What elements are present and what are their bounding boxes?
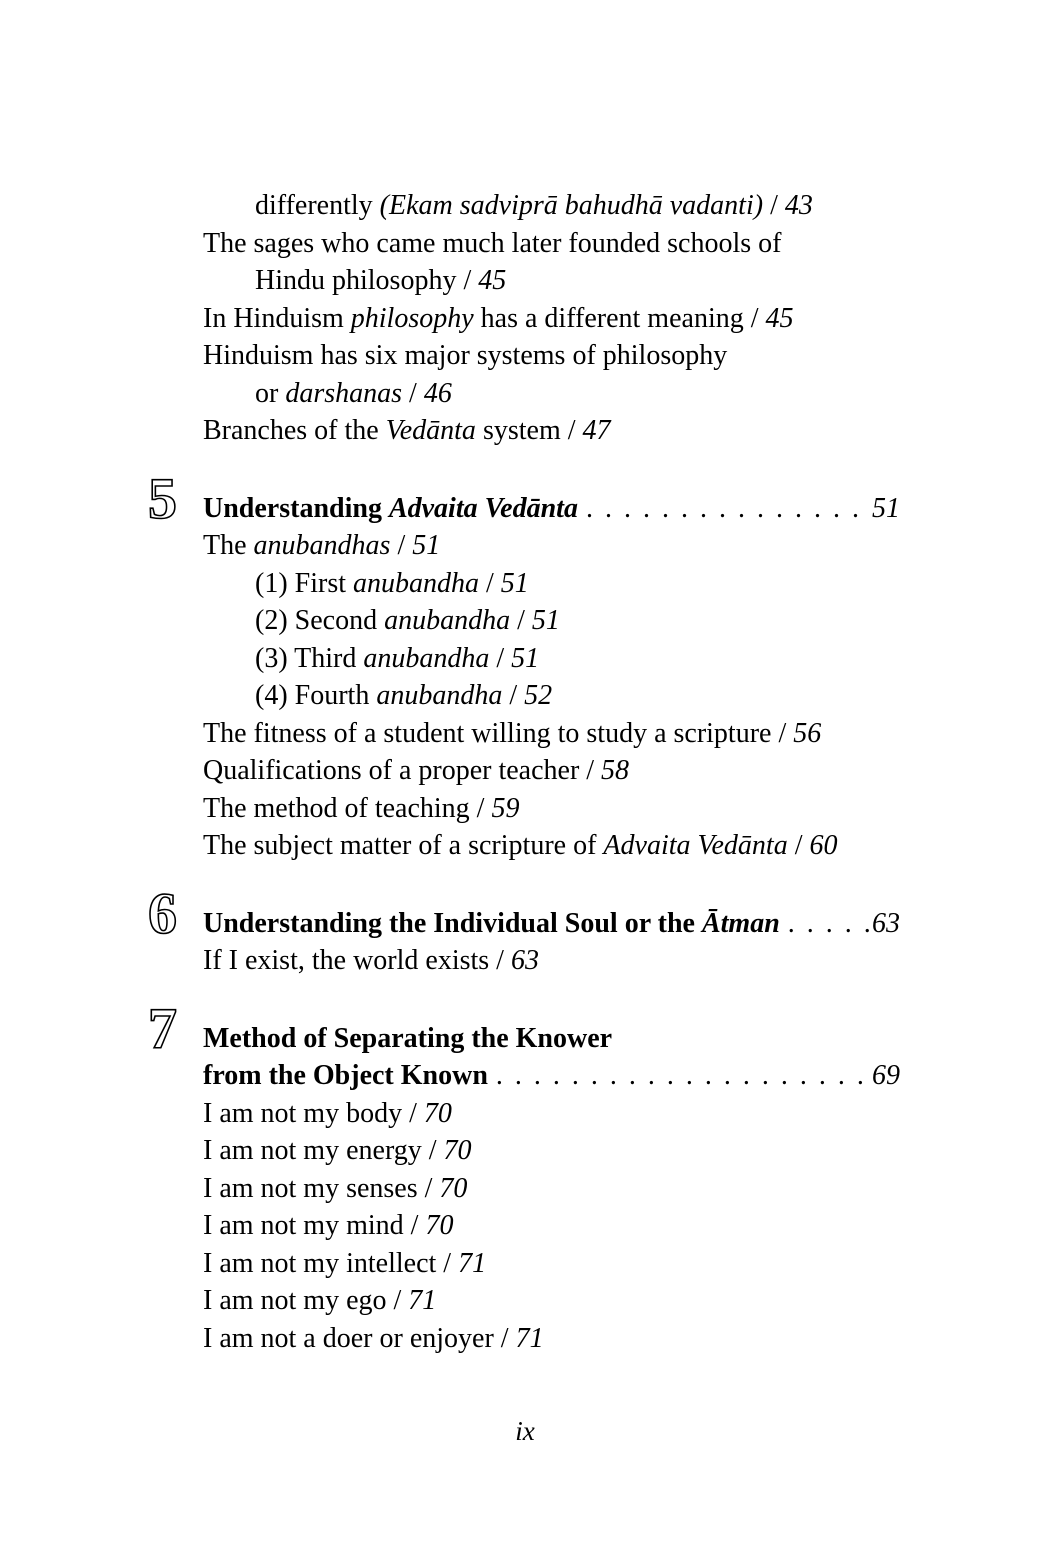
text-segment: 45 [478,265,507,296]
text-segment: Hinduism has six major systems of philosophy [203,340,728,371]
toc-line-text [203,793,519,824]
toc-line-text [203,1098,452,1129]
text-segment: / [402,377,424,409]
toc-entry [255,262,900,300]
text-segment: In Hinduism [203,302,351,334]
toc-entry [203,337,900,375]
text-segment: 45 [765,302,794,334]
toc-entry [203,1170,900,1208]
chapter-number-6-ornament [146,886,192,946]
toc-chapter-title [148,885,900,946]
text-segment: Ātman [701,907,780,939]
text-segment: (4) Fourth [255,680,377,711]
text-segment: Qualifications of a proper teacher / [203,755,602,786]
toc-line-text [203,303,794,334]
text-segment: anubandha [353,567,479,599]
toc-chapter-title-continuation [203,1057,900,1095]
toc-entry [255,375,900,413]
text-segment: (3) Third [255,642,364,674]
toc-line-text [203,530,440,561]
toc-entry [255,640,900,678]
toc-entry [203,1207,900,1245]
toc-entry [203,527,900,565]
chapter-page-number: 63 [872,907,900,939]
text-segment: Advaita Vedānta [603,830,788,861]
text-segment: Understanding the Individual Soul or the [203,907,702,939]
text-segment: / [502,680,525,711]
toc-entry [203,1245,900,1283]
toc-entry [203,827,900,865]
toc-line-text [203,490,578,528]
text-segment: 71 [515,1322,544,1354]
text-segment: The subject matter of a scripture of [203,830,604,861]
text-segment: Hindu philosophy / [255,265,479,296]
toc-line-text [255,378,452,409]
toc-line-text [255,265,506,296]
text-segment: 46 [423,377,452,409]
text-segment: philosophy [350,302,474,334]
toc-chapter-title [148,1000,900,1061]
chapter-number-5-ornament [146,471,192,531]
text-segment: Vedānta [385,415,476,446]
text-segment: 43 [784,190,813,221]
text-segment: 51 [511,642,540,674]
toc-line-text [203,340,727,371]
chapter-page-number: 51 [872,492,900,524]
text-segment: I am not my mind / [203,1210,426,1241]
toc-entry [203,225,900,263]
toc-line-text [203,945,539,976]
toc-chapter-title [148,470,900,531]
toc-entry [203,1320,900,1358]
dot-leader [586,490,869,528]
text-segment: Advaita Vedānta [388,492,578,524]
text-segment: 70 [443,1135,472,1166]
toc-entry [255,602,900,640]
text-segment: The [203,530,254,561]
text-segment: 59 [491,792,520,824]
toc-line-text [203,1173,467,1204]
svg-text:6: 6 [148,885,177,946]
text-segment: I am not my senses / [203,1172,440,1204]
text-segment: differently [255,190,380,221]
text-segment: 70 [423,1097,452,1129]
text-segment: 60 [809,830,838,861]
text-segment: 71 [458,1247,487,1279]
text-segment: / [763,190,785,221]
table-of-contents [0,187,1050,1357]
toc-line-text [255,605,560,636]
toc-line-text [203,228,781,259]
text-segment: 56 [793,717,822,749]
text-segment: I am not my energy / [203,1135,444,1166]
text-segment: The fitness of a student willing to study a scripture / [203,717,794,749]
text-segment: system / [475,415,583,446]
toc-entry [255,677,900,715]
text-segment: Branches of the [203,415,386,446]
text-segment: 52 [524,680,553,711]
toc-line-text [203,718,821,749]
svg-text:5: 5 [148,470,177,531]
text-segment: anubandha [363,642,490,674]
toc-line-text [255,680,552,711]
toc-entry [203,790,900,828]
text-segment: darshanas [285,377,403,409]
toc-line-text [203,1023,612,1054]
text-segment: / [510,605,532,636]
text-segment: 70 [439,1172,468,1204]
toc-line-text [203,1248,486,1279]
toc-entry [255,565,900,603]
text-segment: 51 [412,530,441,561]
text-segment: anubandhas [253,530,391,561]
text-segment: from the Object Known [203,1060,488,1091]
text-segment: / [479,567,501,599]
toc-entry [255,187,900,225]
text-segment: The method of teaching / [203,792,492,824]
chapter-number-7-ornament [146,1001,192,1061]
toc-line-text [255,190,813,221]
text-segment: (2) Second [255,605,385,636]
text-segment: has a different meaning / [473,302,766,334]
text-segment: Understanding [203,492,389,524]
text-segment: 58 [601,755,630,786]
text-segment: 70 [425,1210,454,1241]
text-segment: If I exist, the world exists / [203,945,511,976]
toc-entry [203,300,900,338]
toc-line-text [255,568,529,599]
toc-line-text [203,1210,453,1241]
toc-line-text [203,830,837,861]
text-segment: / [787,830,810,861]
text-segment: / [390,530,413,561]
text-segment: / [489,642,512,674]
toc-entry [203,715,900,753]
text-segment: I am not my intellect / [203,1247,459,1279]
text-segment: I am not my body / [203,1097,424,1129]
toc-entry [203,942,900,980]
text-segment: (Ekam sadviprā bahudhā vadanti) [379,190,764,221]
folio-page-number: ix [515,1416,535,1446]
page-footer [0,1416,1050,1447]
toc-entry [203,1282,900,1320]
toc-line-text [255,643,539,674]
toc-entry [203,752,900,790]
toc-line-text [203,1057,488,1095]
text-segment: 71 [408,1285,437,1316]
toc-line-text [203,1135,472,1166]
text-segment: I am not a doer or enjoyer / [203,1322,516,1354]
toc-line-text [203,755,629,786]
toc-entry [203,412,900,450]
text-segment: anubandha [384,605,511,636]
text-segment: I am not my ego / [203,1285,409,1316]
svg-text:7: 7 [148,1000,177,1061]
text-segment: anubandha [376,680,503,711]
dot-leader [496,1057,869,1095]
toc-line-text [203,1285,436,1316]
toc-line-text [203,415,611,446]
text-segment: or [255,377,286,409]
toc-line-text [203,905,780,943]
text-segment: The sages who came much later founded schools of [203,227,782,259]
toc-line-text [203,1323,544,1354]
text-segment: 63 [510,945,539,976]
text-segment: 51 [500,567,529,599]
toc-entry [203,1095,900,1133]
text-segment: 51 [531,605,560,636]
dot-leader [788,905,869,943]
text-segment: Method of Separating the Knower [203,1022,613,1054]
text-segment: 47 [582,415,611,446]
chapter-page-number: 69 [872,1060,900,1091]
toc-entry [203,1132,900,1170]
text-segment: (1) First [255,567,353,599]
